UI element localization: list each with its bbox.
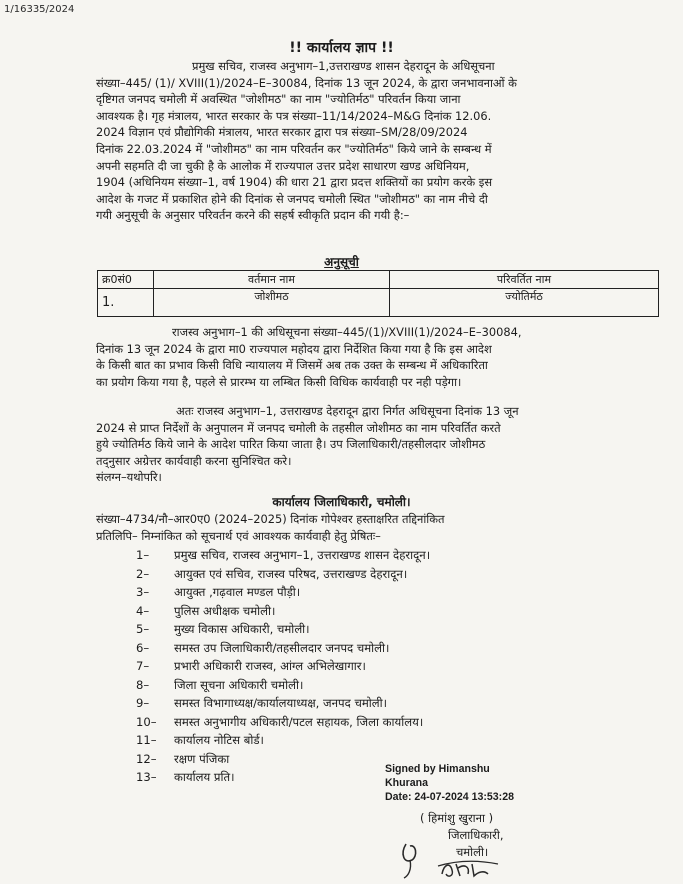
- list-item: [136, 602, 556, 621]
- list-item-number: 12–: [136, 751, 157, 766]
- para1-line: आवश्यक है। गृह मंत्रालय, भारत सरकार के पत्र संख्या–11/14/2024–M&G दिनांक 12.06.: [96, 108, 492, 123]
- list-item-text: समस्त उप जिलाधिकारी/तहसीलदार जनपद चमोली।: [174, 640, 390, 655]
- para1-line: अपनी सहमति दी जा चुकी है के आलोक में राज्यपाल उत्तर प्रदेश साधारण खण्ड अधिनियम,: [96, 158, 470, 173]
- list-item-number: 5–: [136, 622, 150, 636]
- copy-header: [96, 511, 658, 545]
- para1-line: संख्या–445/ (1)/ XVIII(1)/2024–E–30084, दिनांक 13 जून 2024, के द्वारा जनभावनाओं के: [96, 75, 517, 90]
- signature-line: Khurana: [385, 777, 428, 789]
- list-item-number: 1–: [136, 548, 150, 562]
- order-number-line: संख्या–4734/नौ–आर0ए0 (2024–2025) दिनांक गोपेश्वर हस्ताक्षरित तद्दिनांकित: [96, 512, 445, 526]
- para3-line: 2024 से प्राप्त निर्देशों के अनुपालन में जनपद चमोली के तहसील जोशीमठ का नाम परिवर्तित करते: [96, 420, 501, 435]
- paragraph-3: [96, 403, 658, 486]
- signature-line: Signed by Himanshu: [385, 763, 490, 775]
- list-item-text: आयुक्त ,गढ़वाल मण्डल पौड़ी।: [174, 585, 301, 599]
- table-header-cell: परिवर्तित नाम: [390, 271, 659, 289]
- list-item-number: 9–: [136, 696, 150, 710]
- list-item-text: प्रमुख सचिव, राजस्व अनुभाग–1, उत्तराखण्ड शासन देहरादून।: [174, 548, 431, 562]
- digital-signature: [385, 762, 514, 804]
- para1-line: गयी अनुसूची के अनुसार परिवर्तन करने की सहर्ष स्वीकृति प्रदान की गयी है:–: [96, 208, 410, 223]
- handwritten-signature-icon: [398, 830, 508, 882]
- para3-line: तद्नुसार अग्रेत्तर कार्यवाही करना सुनिश्चित करे।: [96, 453, 292, 468]
- para3-line: अतः राजस्व अनुभाग–1, उत्तराखण्ड देहरादून द्वारा निर्गत अधिसूचना दिनांक 13 जून: [176, 404, 519, 418]
- signatory-designation: जिलाधिकारी,: [448, 828, 504, 842]
- list-item-text: आयुक्त एवं सचिव, राजस्व परिषद, उत्तराखण्ड देहरादून।: [174, 566, 408, 581]
- distribution-list: [136, 546, 556, 787]
- para1-line: 1904 (अधिनियम संख्या–1, वर्ष 1904) की धारा 21 द्वारा प्रदत्त शक्तियों का प्रयोग करके इस: [96, 175, 493, 190]
- signatory-name: ( हिमांशु खुराना ): [420, 811, 494, 825]
- list-item-text: मुख्य विकास अधिकारी, चमोली।: [174, 622, 310, 636]
- list-item-text: कार्यालय प्रति।: [174, 770, 235, 784]
- list-item-text: कार्यालय नोटिस बोर्ड।: [174, 733, 264, 747]
- para1-line: दिनांक 22.03.2024 में "जोशीमठ" का नाम परिवर्तन कर "ज्योतिर्मठ" किये जाने के सम्बन्ध में: [96, 141, 492, 156]
- list-item-number: 4–: [136, 603, 150, 618]
- list-item-text: समस्त विभागाध्यक्ष/कार्यालयाध्यक्ष, जनपद चमोली।: [174, 696, 388, 710]
- list-item-text: रक्षण पंजिका: [174, 751, 230, 766]
- list-item: [136, 676, 556, 695]
- list-item-number: 13–: [136, 770, 157, 784]
- para2-line: का प्रयोग किया गया है, पहले से प्रारम्भ या लम्बित किसी विधिक कार्यवाही पर नही पड़ेगा।: [96, 374, 462, 389]
- list-item: [136, 583, 556, 602]
- list-item-number: 3–: [136, 585, 150, 599]
- list-item-number: 7–: [136, 659, 150, 673]
- para2-line: दिनांक 13 जून 2024 के द्वारा मा0 राज्यपाल महोदय द्वारा निर्देशित किया गया है कि इस आदेश: [96, 341, 492, 356]
- reference-number: 1/16335/2024: [4, 4, 75, 15]
- para2-line: राजस्व अनुभाग–1 की अधिसूचना संख्या–445/(1)/XVIII(1)/2024–E–30084,: [172, 325, 522, 339]
- para1-line: दृष्टिगत जनपद चमोली में अवस्थित "जोशीमठ" का नाम "ज्योतिर्मठ" परिवर्तन किया जाना: [96, 92, 461, 107]
- list-item: [136, 620, 556, 639]
- list-item-text: जिला सूचना अधिकारी चमोली।: [174, 677, 304, 692]
- enclosure-note: संलग्न–यथोपरि।: [96, 470, 162, 485]
- para1-line: 2024 विज्ञान एवं प्रौद्योगिकी मंत्रालय, भारत सरकार द्वारा पत्र संख्या–SM/28/09/2024: [96, 125, 468, 140]
- list-item-number: 2–: [136, 566, 150, 581]
- office-title: कार्यालय जिलाधिकारी, चमोली।: [272, 495, 411, 509]
- table-header-cell: क्र0सं0: [98, 271, 154, 289]
- page-title: !! कार्यालय ज्ञाप !!: [289, 40, 394, 56]
- list-item-number: 10–: [136, 714, 157, 729]
- list-item-text: पुलिस अधीक्षक चमोली।: [174, 603, 276, 618]
- table-cell: जोशीमठ: [154, 289, 390, 317]
- signature-date: Date: 24-07-2024 13:53:28: [385, 791, 514, 803]
- list-item: [136, 657, 556, 676]
- list-item: [136, 713, 556, 732]
- table-header-cell: वर्तमान नाम: [154, 271, 390, 289]
- list-item-number: 8–: [136, 677, 150, 692]
- list-item: [136, 565, 556, 584]
- list-item-text: प्रभारी अधिकारी राजस्व, आंग्ल अभिलेखागार।: [174, 659, 366, 673]
- list-item-text: समस्त अनुभागीय अधिकारी/पटल सहायक, जिला कार्यालय।: [174, 714, 424, 729]
- list-item: [136, 546, 556, 565]
- paragraph-1: [96, 58, 658, 224]
- list-item-number: 6–: [136, 640, 150, 655]
- schedule-title: अनुसूची: [324, 255, 359, 269]
- table-cell: 1.: [98, 289, 154, 317]
- list-item-number: 11–: [136, 733, 157, 747]
- paragraph-2: [96, 324, 658, 390]
- table-cell: ज्योतिर्मठ: [390, 289, 659, 317]
- list-item: [136, 694, 556, 713]
- para2-line: के किसी बात का प्रभाव किसी विधि न्यायालय में जिसमें अब तक उक्त के सम्बन्ध में अधिकारिता: [96, 358, 488, 373]
- schedule-table: [97, 270, 659, 317]
- para1-line: प्रमुख सचिव, राजस्व अनुभाग–1,उत्तराखण्ड शासन देहरादून के अधिसूचना: [192, 59, 495, 73]
- table-header-row: [98, 271, 659, 289]
- copy-to-line: प्रतिलिपि– निम्नांकित को सूचनार्थ एवं आवश्यक कार्यवाही हेतु प्रेषितः–: [96, 529, 381, 543]
- list-item: [136, 639, 556, 658]
- table-row: [98, 289, 659, 317]
- para3-line: हुये ज्योतिर्मठ किये जाने के आदेश पारित किया जाता है। उप जिलाधिकारी/तहसीलदार जोशीमठ: [96, 437, 486, 452]
- para1-line: आदेश के गजट में प्रकाशित होने की दिनांक से जनपद चमोली स्थित "जोशीमठ" का नाम नीचे दी: [96, 191, 488, 206]
- signatory-district: चमोली।: [456, 845, 489, 859]
- list-item: [136, 731, 556, 750]
